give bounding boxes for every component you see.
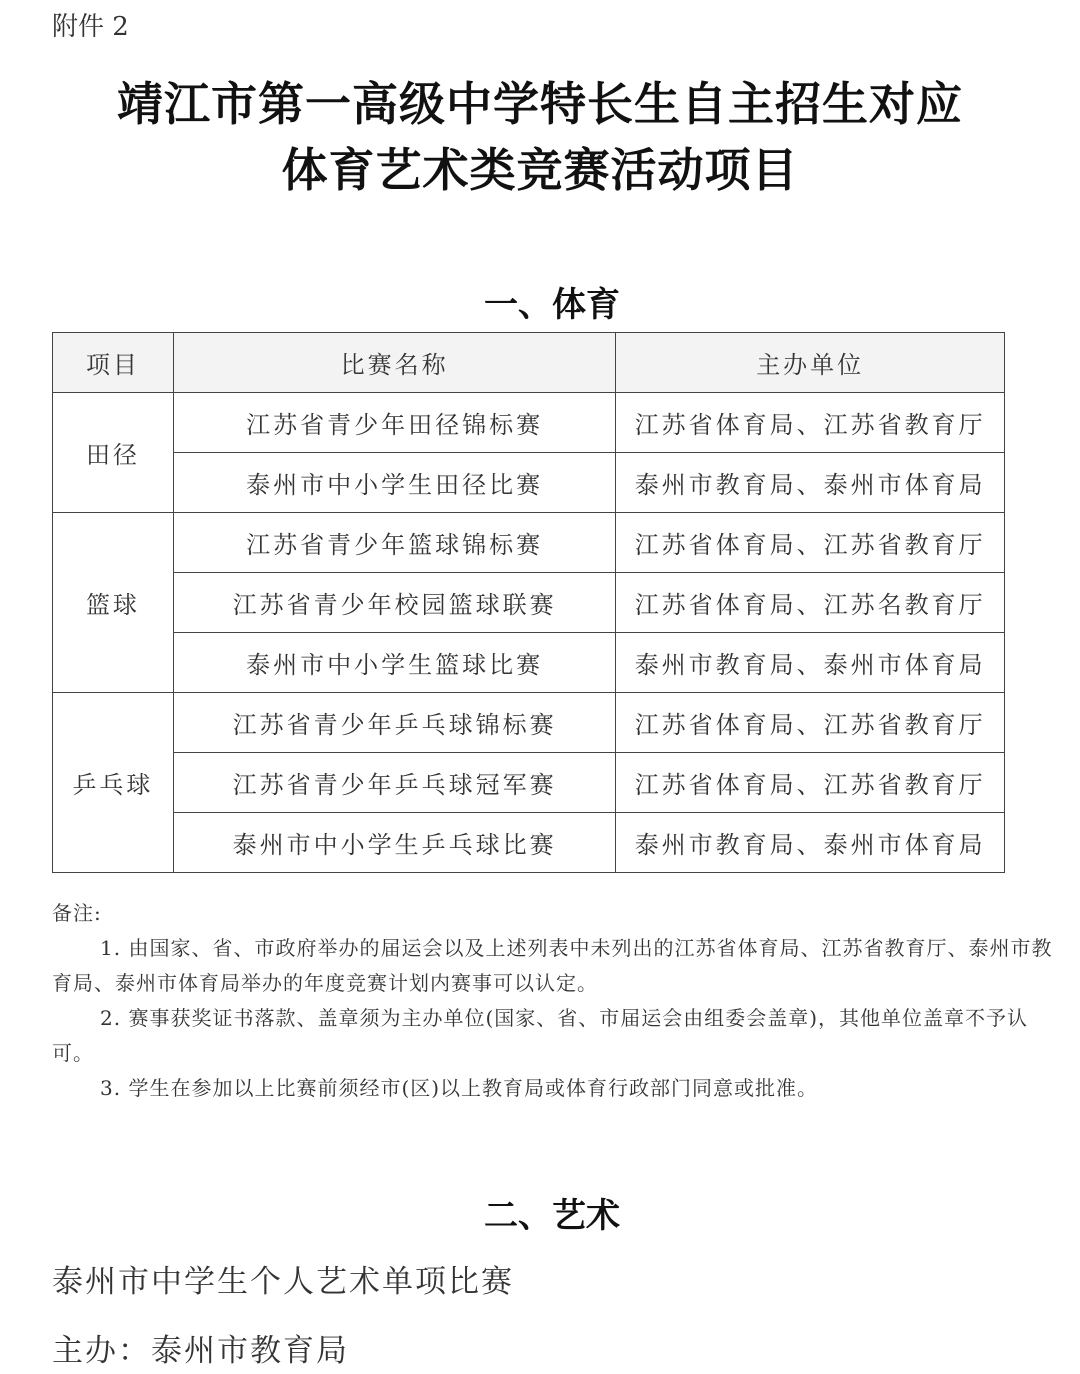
- table-row: [53, 513, 1005, 573]
- competition-cell: 泰州市中小学生乒乓球比赛: [173, 813, 616, 873]
- table-row: [53, 453, 1005, 513]
- item-cell: 乒乓球: [53, 693, 174, 873]
- table-row: [53, 693, 1005, 753]
- table-header-row: [53, 333, 1005, 393]
- competition-cell: 江苏省青少年校园篮球联赛: [173, 573, 616, 633]
- competition-cell: 江苏省青少年田径锦标赛: [173, 393, 616, 453]
- notes-block: [52, 896, 1057, 1106]
- sports-section-heading: 一、体育: [484, 285, 620, 325]
- header-organizer: 主办单位: [616, 333, 1005, 393]
- note-item: 3. 学生在参加以上比赛前须经市(区)以上教育局或体育行政部门同意或批准。: [100, 1076, 819, 1100]
- organizer-cell: 江苏省体育局、江苏省教育厅: [616, 693, 1005, 753]
- sports-competition-table: [52, 332, 1005, 873]
- art-host-organizer: 主办：泰州市教育局: [52, 1333, 349, 1369]
- organizer-cell: 江苏省体育局、江苏省教育厅: [616, 753, 1005, 813]
- note-item: 1. 由国家、省、市政府举办的届运会以及上述列表中未列出的江苏省体育局、江苏省教育厅、泰州市教育局、泰州市体育局举办的年度竞赛计划内赛事可以认定。: [52, 936, 1053, 995]
- attachment-label: 附件 2: [52, 12, 129, 42]
- competition-cell: 泰州市中小学生田径比赛: [173, 453, 616, 513]
- organizer-cell: 江苏省体育局、江苏省教育厅: [616, 393, 1005, 453]
- table-row: [53, 573, 1005, 633]
- competition-cell: 泰州市中小学生篮球比赛: [173, 633, 616, 693]
- competition-cell: 江苏省青少年乒乓球冠军赛: [173, 753, 616, 813]
- item-cell: 田径: [53, 393, 174, 513]
- notes-label: 备注:: [52, 901, 102, 925]
- table-row: [53, 633, 1005, 693]
- art-section-heading: 二、艺术: [484, 1196, 620, 1236]
- competition-cell: 江苏省青少年篮球锦标赛: [173, 513, 616, 573]
- organizer-cell: 泰州市教育局、泰州市体育局: [616, 813, 1005, 873]
- item-cell: 篮球: [53, 513, 174, 693]
- organizer-cell: 泰州市教育局、泰州市体育局: [616, 633, 1005, 693]
- table-row: [53, 393, 1005, 453]
- table-row: [53, 813, 1005, 873]
- header-item: 项目: [53, 333, 174, 393]
- table-row: [53, 753, 1005, 813]
- document-title-line-2: 体育艺术类竞赛活动项目: [281, 143, 799, 197]
- competition-cell: 江苏省青少年乒乓球锦标赛: [173, 693, 616, 753]
- art-competition-name: 泰州市中学生个人艺术单项比赛: [52, 1264, 514, 1300]
- note-item: 2. 赛事获奖证书落款、盖章须为主办单位(国家、省、市届运会由组委会盖章)，其他单位盖章不予认可。: [52, 1006, 1029, 1065]
- header-competition: 比赛名称: [173, 333, 616, 393]
- document-title-line-1: 靖江市第一高级中学特长生自主招生对应: [117, 77, 963, 131]
- organizer-cell: 江苏省体育局、江苏省教育厅: [616, 513, 1005, 573]
- organizer-cell: 泰州市教育局、泰州市体育局: [616, 453, 1005, 513]
- organizer-cell: 江苏省体育局、江苏名教育厅: [616, 573, 1005, 633]
